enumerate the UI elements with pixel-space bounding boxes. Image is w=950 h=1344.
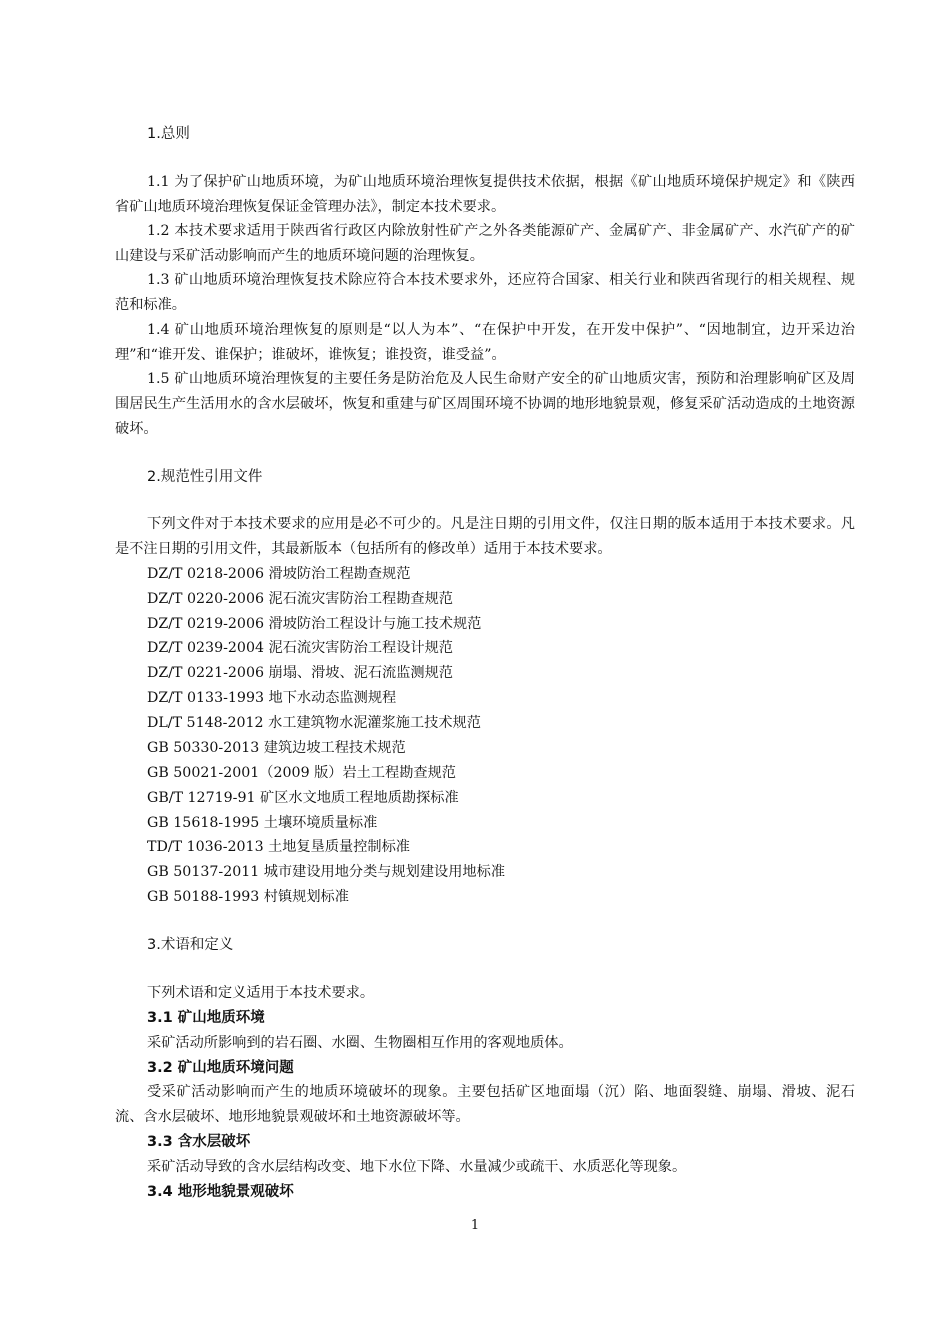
term-definition-3-3: 采矿活动导致的含水层结构改变、地下水位下降、水量减少或疏干、水质恶化等现象。 [147, 1159, 687, 1175]
section-heading-terms: 3.术语和定义 [147, 937, 234, 953]
reference-item: DZ/T 0221-2006 崩塌、滑坡、泥石流监测规范 [147, 665, 453, 681]
paragraph-1-4: 1.4 矿山地质环境治理恢复的原则是“以人为本”、“在保护中开发，在开发中保护”、“因地制宜，边开采边治理”和“谁开发、谁保护；谁破坏，谁恢复；谁投资，谁受益”。 [115, 322, 855, 363]
section-heading-general: 1.总则 [147, 126, 190, 142]
reference-item: GB/T 12719-91 矿区水文地质工程地质勘探标准 [147, 790, 459, 806]
term-heading-3-4: 3.4 地形地貌景观破坏 [147, 1184, 294, 1200]
reference-item: GB 50021-2001（2009 版）岩土工程勘查规范 [147, 765, 456, 781]
term-heading-3-2: 3.2 矿山地质环境问题 [147, 1060, 294, 1076]
reference-item: GB 50188-1993 村镇规划标准 [147, 889, 349, 905]
reference-item: TD/T 1036-2013 土地复垦质量控制标准 [147, 839, 410, 855]
reference-item: DZ/T 0133-1993 地下水动态监测规程 [147, 690, 397, 706]
term-heading-3-3: 3.3 含水层破坏 [147, 1134, 251, 1150]
term-heading-3-1: 3.1 矿山地质环境 [147, 1010, 265, 1026]
term-definition-3-2: 受采矿活动影响而产生的地质环境破坏的现象。主要包括矿区地面塌（沉）陷、地面裂缝、崩塌、滑坡、泥石流、含水层破坏、地形地貌景观破坏和土地资源破坏等。 [115, 1084, 855, 1125]
reference-item: DZ/T 0239-2004 泥石流灾害防治工程设计规范 [147, 640, 453, 656]
paragraph-1-5: 1.5 矿山地质环境治理恢复的主要任务是防治危及人民生命财产安全的矿山地质灾害，预防和治理影响矿区及周围居民生产生活用水的含水层破坏，恢复和重建与矿区周围环境不协调的地形地貌景观，修复采矿活动造成的土地资源破坏。 [115, 371, 855, 437]
reference-item: GB 15618-1995 土壤环境质量标准 [147, 815, 378, 831]
page-number: 1 [470, 1218, 480, 1233]
terms-intro: 下列术语和定义适用于本技术要求。 [147, 985, 375, 1001]
paragraph-1-2: 1.2 本技术要求适用于陕西省行政区内除放射性矿产之外各类能源矿产、金属矿产、非金属矿产、水汽矿产的矿山建设与采矿活动影响而产生的地质环境问题的治理恢复。 [115, 223, 855, 264]
reference-item: DZ/T 0219-2006 滑坡防治工程设计与施工技术规范 [147, 616, 482, 632]
reference-item: DL/T 5148-2012 水工建筑物水泥灌浆施工技术规范 [147, 715, 481, 731]
section-heading-references: 2.规范性引用文件 [147, 469, 263, 485]
term-definition-3-1: 采矿活动所影响到的岩石圈、水圈、生物圈相互作用的客观地质体。 [147, 1035, 573, 1051]
paragraph-1-3: 1.3 矿山地质环境治理恢复技术除应符合本技术要求外，还应符合国家、相关行业和陕西省现行的相关规程、规范和标准。 [115, 272, 855, 313]
reference-item: DZ/T 0218-2006 滑坡防治工程勘查规范 [147, 566, 411, 582]
paragraph-1-1: 1.1 为了保护矿山地质环境，为矿山地质环境治理恢复提供技术依据，根据《矿山地质环境保护规定》和《陕西省矿山地质环境治理恢复保证金管理办法》，制定本技术要求。 [115, 174, 855, 215]
reference-item: DZ/T 0220-2006 泥石流灾害防治工程勘查规范 [147, 591, 453, 607]
reference-item: GB 50330-2013 建筑边坡工程技术规范 [147, 740, 406, 756]
reference-item: GB 50137-2011 城市建设用地分类与规划建设用地标准 [147, 864, 506, 880]
references-intro: 下列文件对于本技术要求的应用是必不可少的。凡是注日期的引用文件，仅注日期的版本适用于本技术要求。凡是不注日期的引用文件，其最新版本（包括所有的修改单）适用于本技术要求。 [115, 516, 855, 557]
